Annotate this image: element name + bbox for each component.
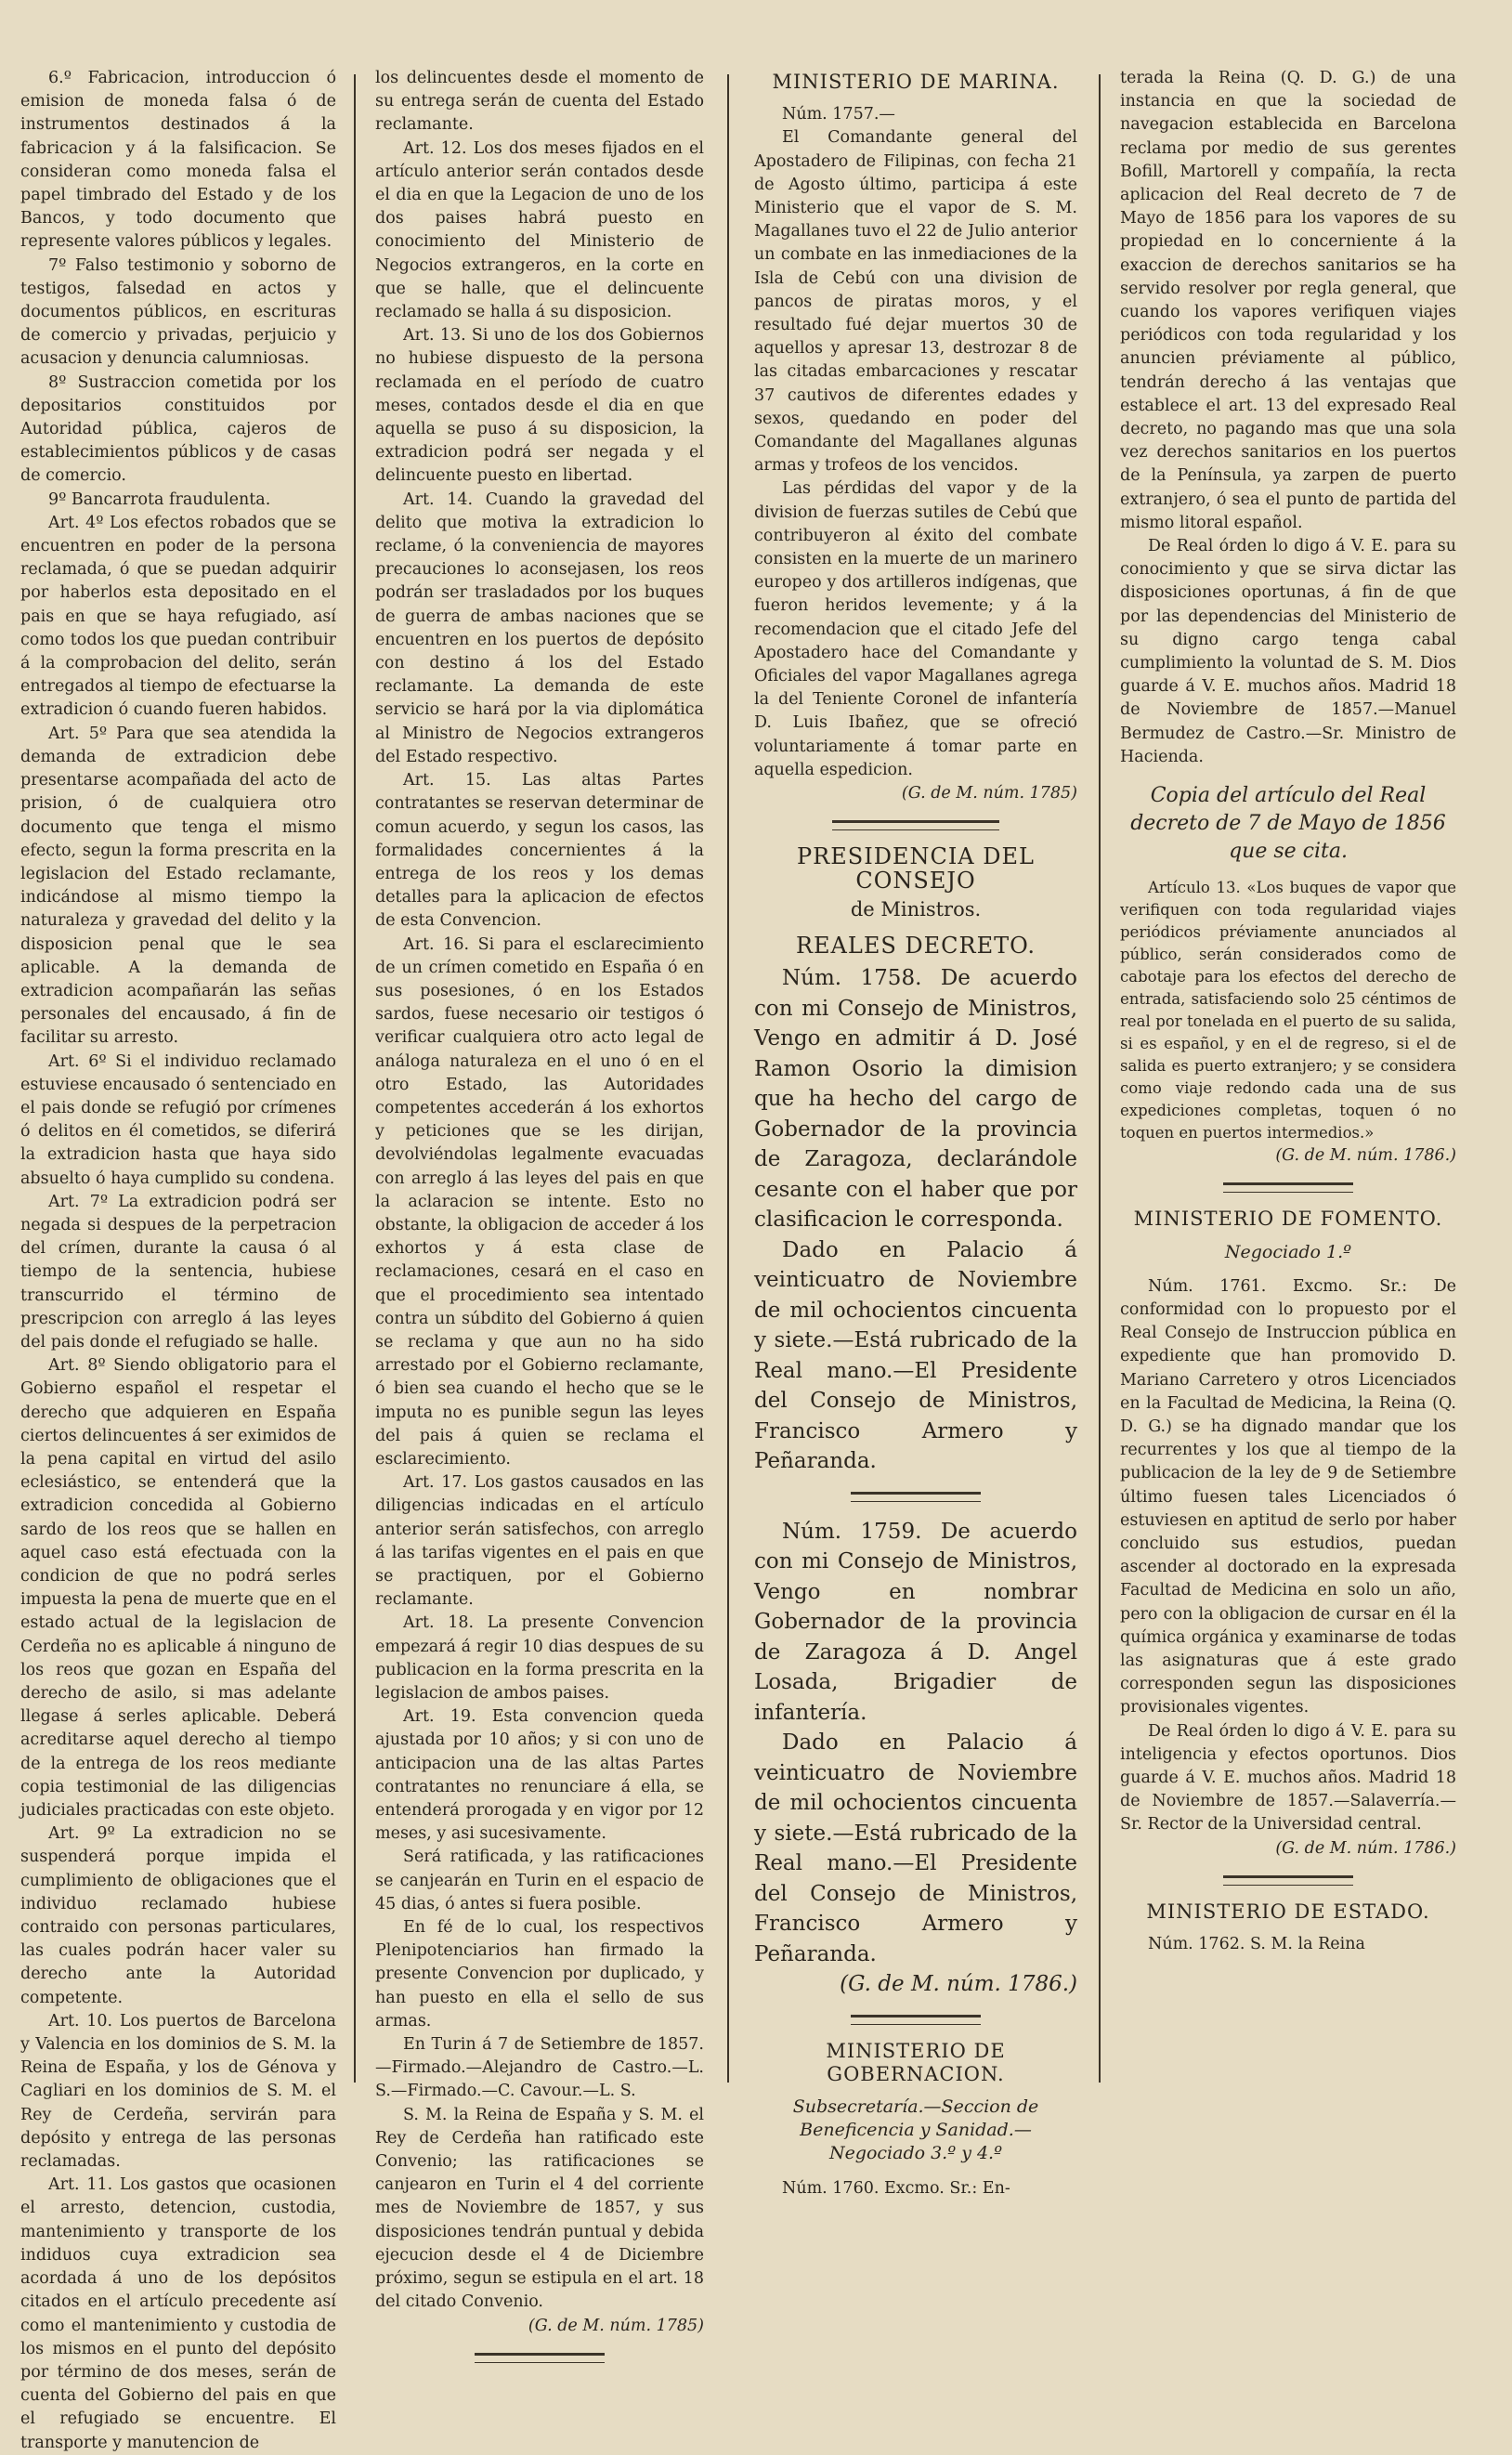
separator-rule [832,820,999,830]
paragraph: Art. 4º Los efectos robados que se encuentren en poder de la persona reclamada, ó que se puedan adquirir por haberlos esta depositado en el pais en que se haya refugiado, así como todos los que puedan contribuir á la comprobacion del delito, serán entregados al tiempo de efectuarse la extradicion ó cuando fueren habidos. [20,513,336,720]
decree-heading: REALES DECRETO. [795,932,1036,959]
decree-2 [754,1517,1077,2000]
section-subheading: de Ministros. [850,897,982,921]
paragraph: De Real órden lo digo á V. E. para su inteligencia y efectos oportunos. Dios guarde á V. E. muchos años. Madrid 18 de Noviembre de 1857.—Salaverría.—Sr. Rector de la Universidad central. [1120,1721,1456,1835]
column-rule [354,74,356,2083]
paragraph: Art. 12. Los dos meses fijados en el artículo anterior serán contados desde el dia en que la Legacion de uno de los dos paises habrá puesto en conocimiento del Ministerio de Negocios extrangeros, en la corte en que se halle, que el delincuente reclamado se halla á su disposicion. [375,138,704,322]
separator-rule [851,2015,981,2025]
decree-1 [754,963,1077,1477]
paragraph: En Turin á 7 de Setiembre de 1857.—Firmado.—Alejandro de Castro.—L. S.—Firmado.—C. Cavour.—L. S. [375,2035,704,2101]
column-1 [20,67,337,2452]
paragraph: El Comandante general del Apostadero de Filipinas, con fecha 21 de Agosto último, participa á este Ministerio que el vapor de S. M. Magallanes tuvo el 22 de Julio anterior un combate en las inmediaciones de la Isla de Cebú con una division de pancos de piratas moros, y el resultado fué dejar muertos 30 de aquellos y apresar 13, destrozar 8 de las citadas embarcaciones y rescatar 37 cautivos de diferentes edades y sexos, quedando en poder del Comandante del Magallanes algunas armas y trofeos de los vencidos. [754,128,1077,476]
separator-rule [475,2353,605,2363]
paragraph: Art. 6º Si el individuo reclamado estuviese encausado ó sentenciado en el pais donde se refugió por crímenes ó delitos en él cometidos, se diferirá la extradicion hasta que haya sido absuelto ó haya cumplido su condena. [20,1051,336,1188]
section-heading-estado: MINISTERIO DE ESTADO. [1146,1900,1430,1923]
separator-rule [1223,1875,1353,1886]
separator-rule [1223,1182,1353,1193]
paragraph: Núm. 1760. Excmo. Sr.: En- [782,2178,1010,2198]
paragraph: Art. 19. Esta convencion queda ajustada por 10 años; y si con uno de anticipacion una de las altas Partes contratantes no renunciare á ella, se entenderá prorogada y en vigor por 12 meses, y asi sucesivamente. [375,1707,704,1844]
paragraph: Art. 17. Los gastos causados en las diligencias indicadas en el artículo anterior serán satisfechos, con arreglo á las tarifas vigentes en el pais en que se practiquen, por el Gobierno reclamante. [375,1473,704,1610]
paragraph: los delincuentes desde el momento de su entrega serán de cuenta del Estado reclamante. [375,69,704,135]
paragraph: Art. 9º La extradicion no se suspenderá porque impida el cumplimiento de obligaciones que el individuo reclamado hubiese contraido con personas particulares, las cuales podrán hacer valer su derecho ante la Autoridad competente. [20,1824,336,2007]
paragraph: De Real órden lo digo á V. E. para su conocimiento y que se sirva dictar las disposiciones oportunas, á fin de que por las dependencias del Ministerio de su digno cargo tenga cabal cumplimiento la voluntad de S. M. Dios guarde á V. E. muchos años. Madrid 18 de Noviembre de 1857.—Manuel Bermudez de Castro.—Sr. Ministro de Hacienda. [1120,537,1456,766]
paragraph: Art. 15. Las altas Partes contratantes se reservan determinar de comun acuerdo, y segun los casos, las formalidades concernientes á la entrega de los reos y los demas detalles para la aplicacion de efectos de esta Convencion. [375,771,704,931]
column-3 [754,67,1077,2198]
paragraph: 9º Bancarrota fraudulenta. [48,490,271,509]
paragraph: S. M. la Reina de España y S. M. el Rey de Cerdeña han ratificado este Convenio; las ratificaciones se canjearon en Turin el 4 del corriente mes de Noviembre de 1857, y sus disposiciones tendrán puntual y debida ejecucion desde el 4 de Diciembre próximo, segun se estipula en el art. 18 del citado Convenio. [375,2105,704,2312]
paragraph: Art. 18. La presente Convencion empezará á regir 10 dias despues de su publicacion en la forma prescrita en la legislacion de ambos paises. [375,1613,704,1704]
paragraph: Art. 8º Siendo obligatorio para el Gobierno español el respetar el derecho que adquieren en España ciertos delincuentes á ser eximidos de la pena capital en virtud del asilo eclesiástico, se entenderá que la extradicion concedida al Gobierno sardo de los reos que se hallen en aquel caso está efectuada con la condicion de que no podrá serles impuesta la pena de muerte que en el estado actual de la legislacion de Cerdeña no es aplicable á ninguno de los reos que gozan en España del derecho de asilo, si mas adelante llegase á serles aplicable. Deberá acreditarse aquel derecho al tiempo de la entrega de los reos mediante copia testimonial de las diligencias judiciales practicadas con este objeto. [20,1356,337,1821]
paragraph: Art. 14. Cuando la gravedad del delito que motiva la extradicion lo reclame, ó la conveniencia de mayores precauciones lo aconsejasen, los reos podrán ser trasladados por los buques de guerra de ambas naciones que se encuentren en los puertos de depósito con destino á los del Estado reclamante. La demanda de este servicio se hará por la via diplomática al Ministro de Negocios extrangeros del Estado respectivo. [375,490,704,766]
paragraph: terada la Reina (Q. D. G.) de una instancia en que la sociedad de navegacion establecida en Barcelona reclama por medio de sus gerentes Bofill, Martorell y compañía, la recta aplicacion del Real decreto de 7 de Mayo de 1856 para los vapores de su propiedad en lo concerniente á la exaccion de derechos sanitarios se ha servido resolver por regla general, que cuando los vapores verifiquen viajes periódicos con toda regularidad y los anuncien préviamente al público, tendrán derecho á las ventajas que establece el art. 13 del expresado Real decreto, no pagando mas que una sola vez derechos sanitarios en los puertos de la Península, ya zarpen de puerto extranjero, ó sea el punto de partida del mismo litoral español. [1120,69,1456,532]
source-citation: (G. de M. núm. 1786.) [840,1972,1077,1997]
paragraph: Art. 10. Los puertos de Barcelona y Valencia en los dominios de S. M. la Reina de España, y los de Génova y Cagliari en los dominios de S. M. el Rey de Cerdeña, servirán para depósito y entrega de las personas reclamadas. [20,2011,336,2172]
paragraph: 7º Falso testimonio y soborno de testigos, falsedad en actos y documentos públicos, en escrituras de comercio y privadas, perjuicio y acusacion y denuncia calumniosas. [20,255,336,369]
paragraph: Art. 7º La extradicion podrá ser negada si despues de la perpetracion del crímen, durante la causa ó al tiempo de la sentencia, hubiese transcurrido el término de prescripcion con arreglo á las leyes del pais donde el refugiado se halle. [20,1192,336,1352]
column-4 [1120,67,1456,2092]
paragraph: 8º Sustraccion cometida por los depositarios constituidos por Autoridad pública, cajeros de establecimientos públicos y de casas de comercio. [20,372,336,486]
paragraph: Las pérdidas del vapor y de la division de fuerzas sutiles de Cebú que contribuyeron al éxito del combate consisten en la muerte de un marinero europeo y dos artilleros indígenas, que fueron heridos levemente; y á la recomendacion que el citado Jefe del Apostadero hace del Comandante y Oficiales del vapor Magallanes agrega la del Teniente Coronel de infantería D. Luis Ibañez, que se ofreció voluntariamente á tomar parte en aquella espedicion. [754,479,1077,779]
source-citation: (G. de M. núm. 1786.) [1275,1838,1456,1858]
paragraph: Art. 5º Para que sea atendida la demanda de extradicion debe presentarse acompañada del acto de prision, ó de cualquiera otro documento que tenga el mismo efecto, segun la forma prescrita en la legislacion del Estado reclamante, indicándose al mismo tiempo la naturaleza y gravedad del delito y la disposicion penal que le sea aplicable. A la demanda de extradicion acompañarán las señas personales del encausado, á fin de facilitar su arresto. [20,724,336,1048]
paragraph: 6.º Fabricacion, introduccion ó emision de moneda falsa ó de instrumentos destinados á la fabricacion y á la falsificacion. Se consideran como moneda falsa el papel timbrado del Estado y de los Bancos, y todo documento que represente valores públicos y legales. [20,69,336,252]
paragraph: Dado en Palacio á veinticuatro de Noviembre de mil ochocientos cincuenta y siete.—Está rubricado de la Real mano.—El Presidente del Consejo de Ministros, Francisco Armero y Peñaranda. [754,1237,1077,1474]
paragraph: Dado en Palacio á veinticuatro de Noviembre de mil ochocientos cincuenta y siete.—Está rubricado de la Real mano.—El Presidente del Consejo de Ministros, Francisco Armero y Peñaranda. [754,1730,1077,1966]
column-rule [727,74,729,2083]
section-heading-gobernacion: MINISTERIO DE GOBERNACION. [826,2039,1006,2085]
paragraph: Núm. 1762. S. M. la Reina [1148,1934,1365,1953]
section-heading-fomento: MINISTERIO DE FOMENTO. [1133,1208,1443,1231]
column-rule [1099,74,1101,2083]
copy-title: Copia del artículo del Real decreto de 7 de Mayo de 1856 que se cita. [1130,784,1446,864]
section-heading-marina: MINISTERIO DE MARINA. [772,71,1060,93]
section-subheading: Negociado 1.º [1224,1241,1352,1262]
paragraph: Núm. 1761. Excmo. Sr.: De conformidad con lo propuesto por el Real Consejo de Instruccion pública en expediente que han promovido D. Mariano Carretero y otros Licenciados en la Facultad de Medicina, la Reina (Q. D. G.) se ha dignado mandar que los recurrentes y los que al tiempo de la publicacion de la ley de 9 de Setiembre último fuesen tales Licenciados ó estuviesen en aptitud de serlo por haber concluido sus estudios, puedan ascender al doctorado en la expresada Facultad de Medicina en solo un año, pero con la obligacion de cursar en él la química orgánica y examinarse de todas las asignaturas que á este grado corresponden segun las disposiciones provisionales vigentes. [1120,1276,1456,1717]
paragraph: Artículo 13. «Los buques de vapor que verifiquen con toda regularidad viajes periódicos préviamente anunciados al público, serán considerados como de cabotaje para los efectos del derecho de entrada, satisfaciendo solo 25 céntimos de real por tonelada en el puerto de su salida, si es español, y en el de regreso, si el de salida es puerto extranjero; y se considera como viaje redondo cada una de sus expediciones completas, toquen ó no toquen en puertos intermedios.» [1120,879,1456,1143]
source-citation: (G. de M. núm. 1785) [528,2316,704,2335]
paragraph: En fé de lo cual, los respectivos Plenipotenciarios han firmado la presente Convencion por duplicado, y han puesto en ella el sello de sus armas. [375,1918,704,2031]
column-2 [375,67,704,2335]
paragraph: Art. 11. Los gastos que ocasionen el arresto, detencion, custodia, mantenimiento y transporte de los indiduos cuya extradicion sea acordada á uno de los depósitos citados en el artículo precedente así como el mantenimiento y custodia de los mismos en el punto del depósito por término de dos meses, serán de cuenta del Gobierno del pais en que el refugiado se encuentre. El transporte y manutencion de [20,2175,336,2452]
paragraph: Núm. 1759. De acuerdo con mi Consejo de Ministros, Vengo en nombrar Gobernador de la provincia de Zaragoza á D. Angel Losada, Brigadier de infantería. [754,1519,1077,1725]
source-citation: (G. de M. núm. 1786.) [1275,1146,1456,1166]
paragraph: Núm. 1757.— [782,105,895,124]
paragraph: Núm. 1758. De acuerdo con mi Consejo de Ministros, Vengo en admitir á D. José Ramon Osorio la dimision que ha hecho del cargo de Gobernador de la provincia de Zaragoza, declarándole cesante con el haber que por clasificacion le corresponda. [754,966,1077,1233]
paragraph: Será ratificada, y las ratificaciones se canjearán en Turin en el espacio de 45 dias, ó antes si fuera posible. [375,1848,704,1913]
separator-rule [851,1492,981,1502]
section-heading-presidencia: PRESIDENCIA DEL CONSEJO [797,843,1035,894]
paragraph: Art. 16. Si para el esclarecimiento de un crímen cometido en España ó en sus posesiones, ó en los Estados sardos, fuese necesario oir testigos ó verificar cualquiera otro acto legal de análoga naturaleza en el uno ó en el otro Estado, las Autoridades competentes accederán á los exhortos y peticiones que se les dirijan, devolviéndolas legalmente evacuadas con arreglo á las leyes del pais en que la aclaracion se intente. Esto no obstante, la obligacion de acceder á los exhortos y á esta clase de reclamaciones, cesará en el caso en que el procedimiento sea intentado contra un súbdito del Gobierno á quien se reclama y que aun no ha sido arrestado por el Gobierno reclamante, ó bien sea cuando el hecho que se le imputa no es punible segun las leyes del pais á quien se reclama el esclarecimiento. [375,934,704,1469]
section-subheading: Subsecretaría.—Seccion de Beneficencia y Sanidad.—Negociado 3.º y 4.º [792,2096,1039,2164]
source-citation: (G. de M. núm. 1785) [901,784,1077,803]
paragraph: Art. 13. Si uno de los dos Gobiernos no hubiese dispuesto de la persona reclamada en el período de cuatro meses, contados desde el dia en que aquella se puso á su disposicion, la extradicion podrá ser negada y el delincuente puesto en libertad. [375,326,704,486]
